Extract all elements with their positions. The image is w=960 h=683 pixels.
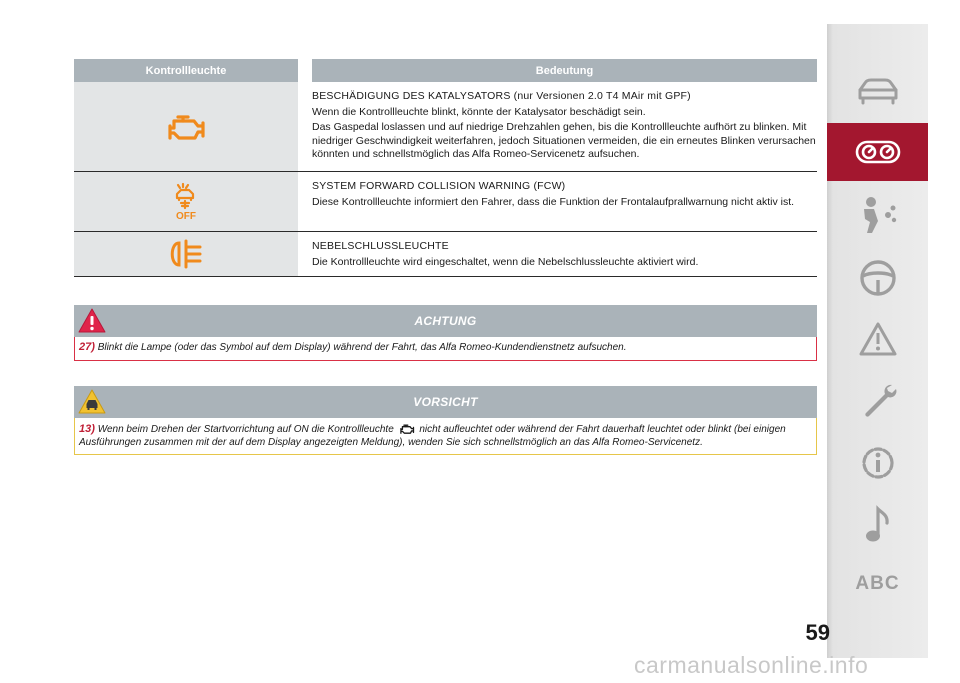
sidebar-item-vehicle[interactable] <box>827 62 928 120</box>
music-note-icon <box>863 505 893 545</box>
warning-triangle-icon <box>858 321 898 357</box>
column-header-meaning: Bedeutung <box>535 64 594 77</box>
warning-reference: 27) <box>79 341 95 353</box>
dashboard-gauges-icon <box>855 139 901 165</box>
warning-notice <box>74 305 817 361</box>
airbag-seat-icon <box>858 195 898 235</box>
sidebar-item-safety[interactable] <box>827 186 928 244</box>
steering-wheel-icon <box>858 258 898 298</box>
sidebar-item-maintenance[interactable] <box>827 372 928 430</box>
warning-label: ACHTUNG <box>414 314 477 328</box>
sidebar-item-emergency[interactable] <box>827 310 928 368</box>
table-row-fcw <box>74 172 817 232</box>
caution-text-after: nicht aufleuchtet oder während der Fahrt dauerhaft leuchtet oder blinkt (bei einigen Ausführungen zusammen mit der auf dem Display angezeigten Meldung), wenden Sie sich schnellstmöglich an das Alfa Romeo-Servicenetz. <box>79 424 786 448</box>
engine-check-icon <box>165 112 207 142</box>
forward-collision-off-icon <box>171 182 201 222</box>
row-title: NEBELSCHLUSSLEUCHTE <box>312 240 449 252</box>
row-text: Das Gaspedal loslassen und auf niedrige Drehzahlen gehen, bis die Kontrollleuchte aufhört zu blinken. Mit niedriger Geschwindigkeit weiterfahren, jedoch Situationen vermeiden, die ein erneutes Blinken verursachen könnten und schnellstmöglich das Alfa Romeo-Servicenetz aufsuchen. <box>312 121 816 160</box>
row-title: BESCHÄDIGUNG DES KATALYSATORS (nur Versionen 2.0 T4 MAir mit GPF) <box>312 90 691 102</box>
fcw-off-text: OFF <box>176 210 196 222</box>
watermark: carmanualsonline.info <box>634 652 869 678</box>
column-header-warning-light: Kontrollleuchte <box>145 64 227 77</box>
caution-notice <box>74 386 817 455</box>
engine-check-inline-icon <box>399 423 415 435</box>
technical-data-gear-icon <box>857 442 899 484</box>
warning-light-table <box>74 59 817 277</box>
row-text: Die Kontrollleuchte wird eingeschaltet, wenn die Nebelschlussleuchte aktiviert wird. <box>312 255 699 268</box>
car-icon <box>856 76 900 106</box>
row-text: Diese Kontrollleuchte informiert den Fahrer, dass die Funktion der Frontalaufprallwarnung nicht aktiv ist. <box>312 195 795 208</box>
row-title: SYSTEM FORWARD COLLISION WARNING (FCW) <box>312 180 566 192</box>
table-row-rear-fog <box>74 232 817 277</box>
table-row-catalyst <box>74 82 817 172</box>
caution-text-before: Wenn beim Drehen der Startvorrichtung auf ON die Kontrollleuchte <box>97 424 394 435</box>
sidebar-item-dashboard[interactable] <box>827 123 928 181</box>
table-header <box>74 59 817 82</box>
rear-fog-light-icon <box>166 239 206 269</box>
page-number: 59 <box>805 620 830 645</box>
caution-label: VORSICHT <box>413 395 478 409</box>
sidebar-item-driving[interactable] <box>827 249 928 307</box>
chapter-sidebar <box>827 24 928 658</box>
caution-reference: 13) <box>79 423 95 435</box>
wrench-icon <box>858 381 898 421</box>
sidebar-item-index[interactable] <box>827 555 928 613</box>
sidebar-item-technical-data[interactable] <box>827 434 928 492</box>
sidebar-item-multimedia[interactable] <box>827 496 928 554</box>
row-text: Wenn die Kontrollleuchte blinkt, könnte der Katalysator beschädigt sein. <box>312 105 646 118</box>
index-abc-label: ABC <box>855 573 900 594</box>
warning-text: Blinkt die Lampe (oder das Symbol auf dem Display) während der Fahrt, das Alfa Romeo-Kundendienstnetz aufsuchen. <box>97 342 627 353</box>
